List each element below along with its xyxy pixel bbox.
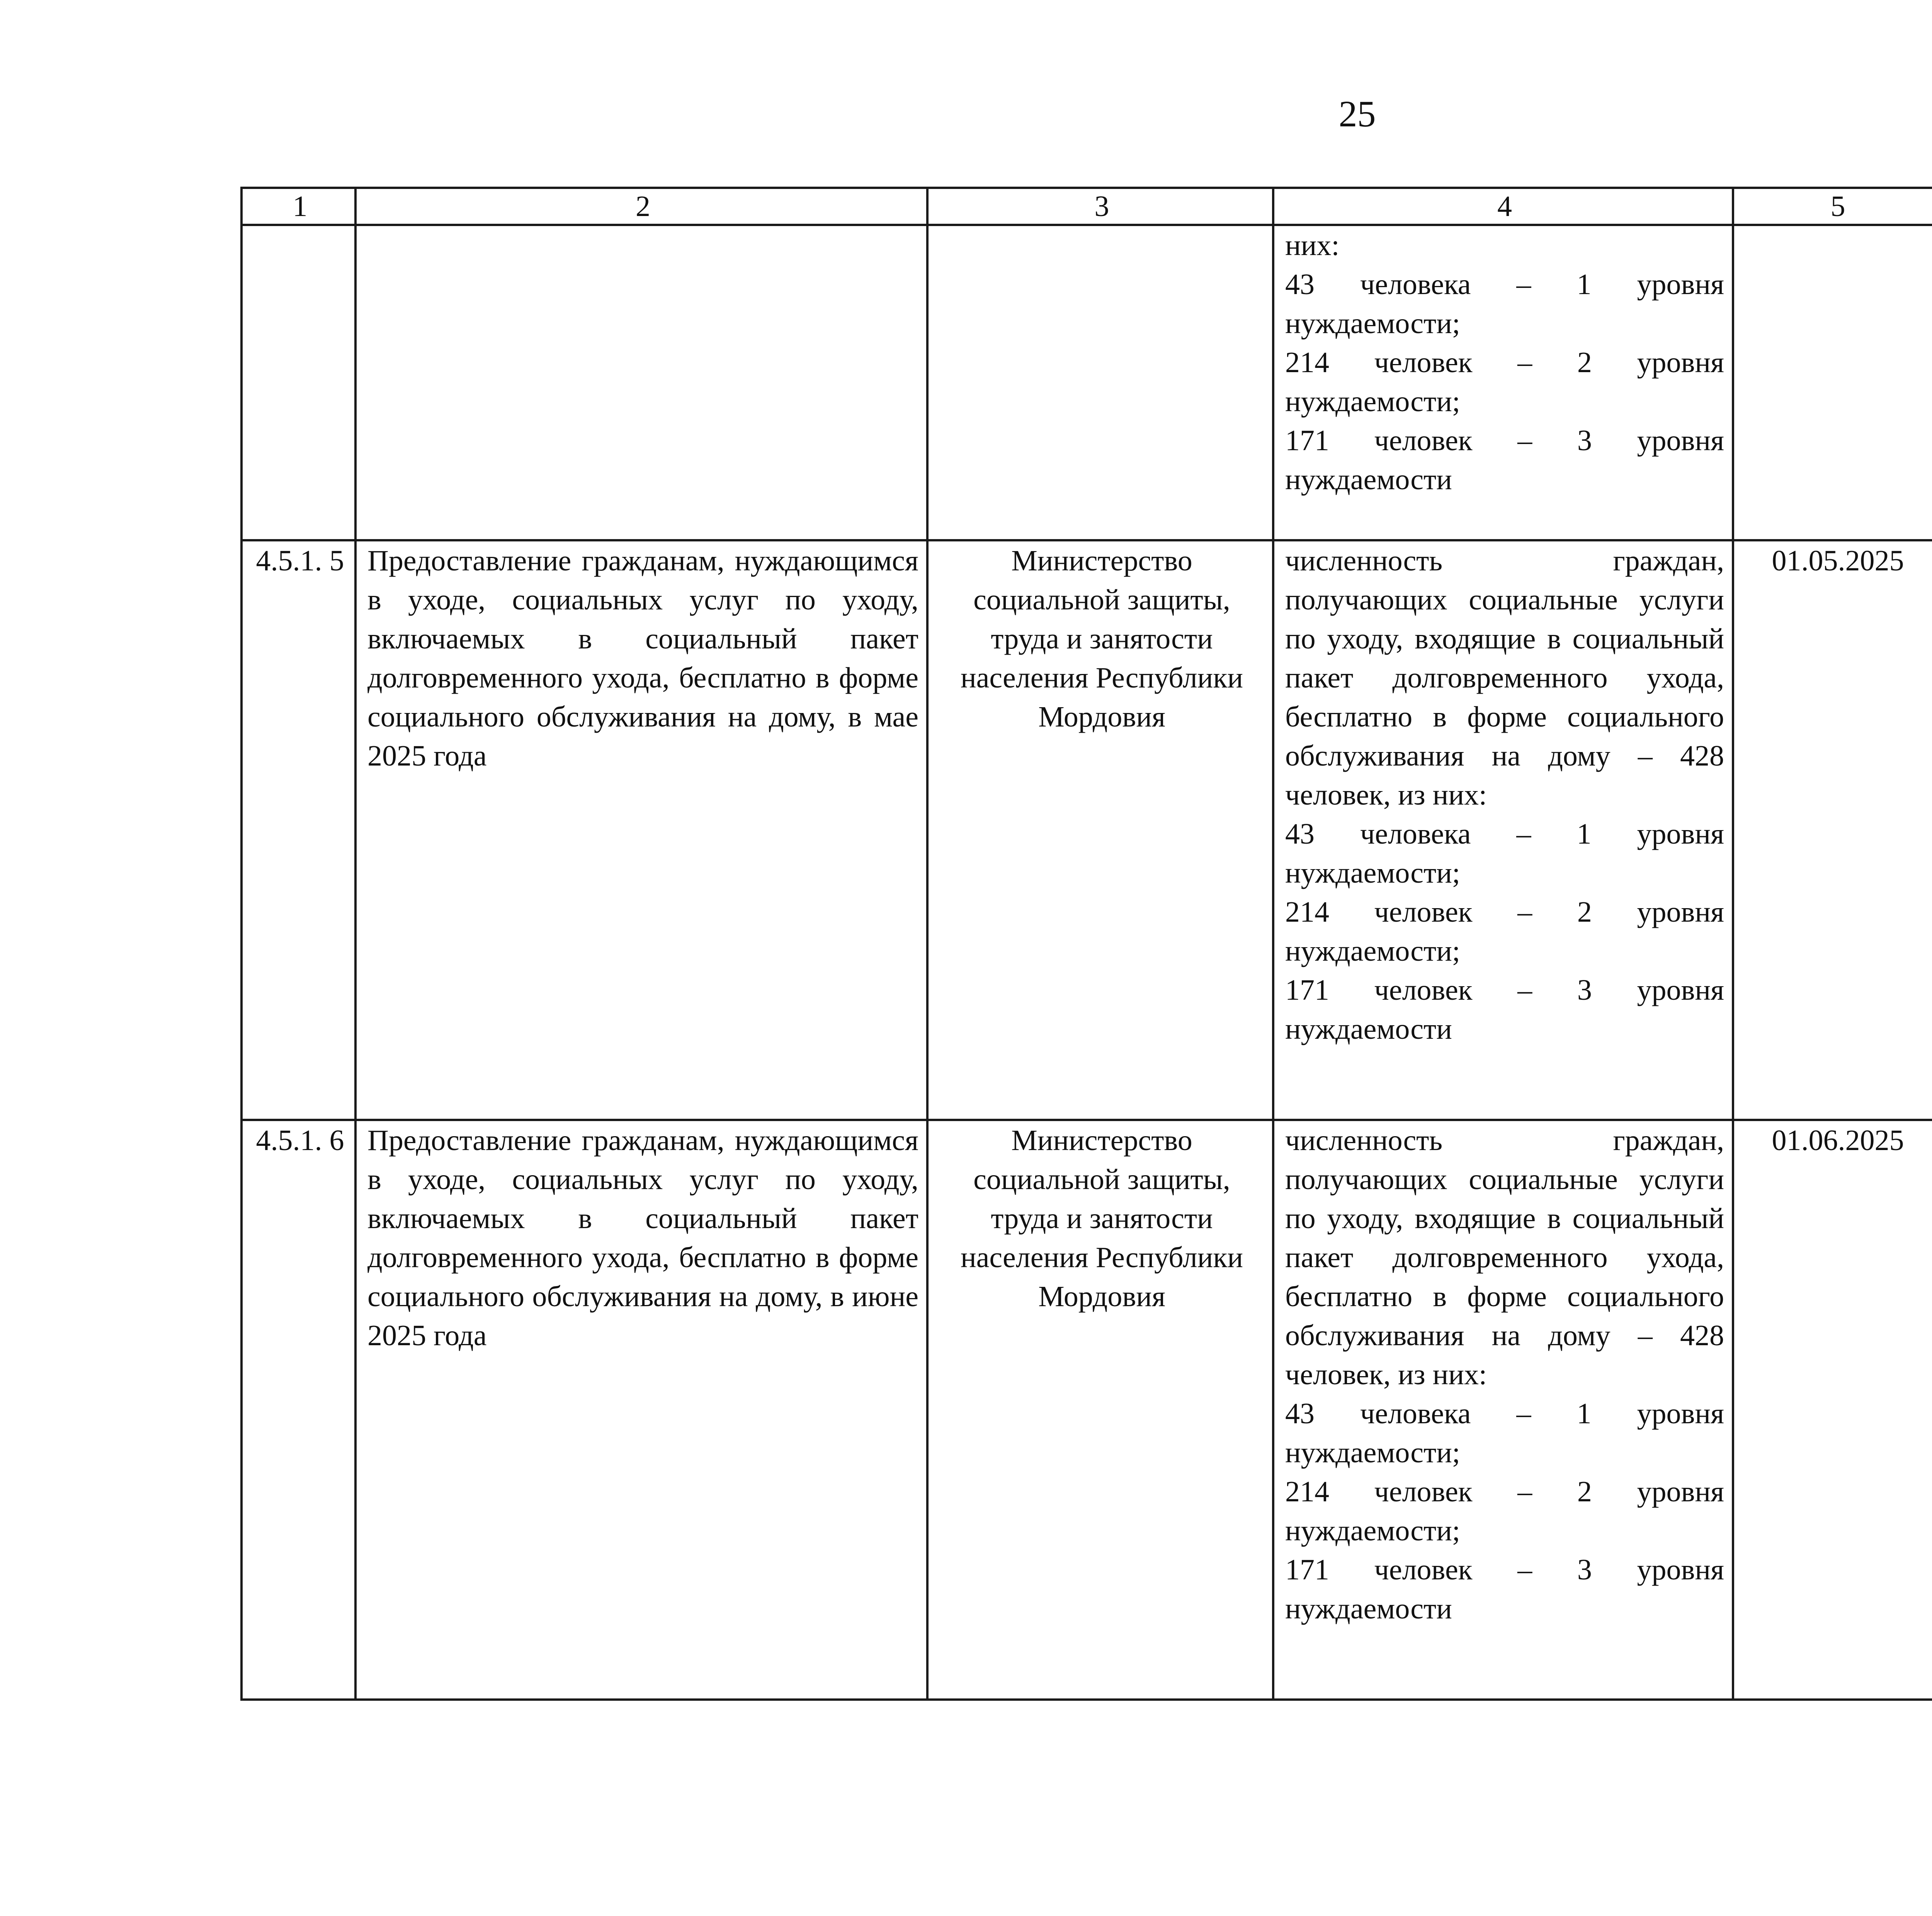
executor: Министерство социальной защиты, труда и занятости населения Республики Мордовия	[927, 540, 1273, 1120]
header-cell: 1	[242, 188, 355, 225]
header-row	[242, 188, 1932, 225]
table-row	[242, 540, 1932, 1120]
indicator-main: численность граждан, получающих социальные услуги по уходу, входящие в социальный пакет долговременного ухода, бесплатно в форме социального обслуживания на дому – 428 человек, из них:	[1285, 1124, 1724, 1391]
indicator-main: численность граждан, получающих социальные услуги по уходу, входящие в социальный пакет долговременного ухода, бесплатно в форме социального обслуживания на дому – 428 человек, из них:	[1285, 545, 1724, 811]
header-cell: 3	[927, 188, 1273, 225]
indicator-line: них:	[1285, 229, 1340, 262]
indicator-line: 171 человек – 3 уровня нуждаемости	[1285, 974, 1724, 1045]
indicator-cell	[1273, 540, 1733, 1120]
header-cell: 2	[355, 188, 927, 225]
indicator-line: 43 человека – 1 уровня нуждаемости;	[1285, 268, 1724, 340]
start-date: 01.05.2025	[1733, 540, 1932, 1120]
indicator-line: 171 человек – 3 уровня нуждаемости	[1285, 424, 1724, 496]
event-description: Предоставление гражданам, нуждающимся в уходе, социальных услуг по уходу, включаемых в социальный пакет долговременного ухода, бесплатно в форме социального обслуживания на дому, в июне 2025 года	[355, 1120, 927, 1700]
indicator-line: 43 человека – 1 уровня нуждаемости;	[1285, 1397, 1724, 1469]
event-description: Предоставление гражданам, нуждающимся в уходе, социальных услуг по уходу, включаемых в социальный пакет долговременного ухода, бесплатно в форме социального обслуживания на дому, в мае 2025 года	[355, 540, 927, 1120]
table-cell	[355, 225, 927, 540]
indicator-line: 214 человек – 2 уровня нуждаемости;	[1285, 346, 1724, 418]
indicator-line: 214 человек – 2 уровня нуждаемости;	[1285, 896, 1724, 967]
page-number: 25	[1338, 93, 1376, 134]
table-row	[242, 1120, 1932, 1700]
table-cell	[927, 225, 1273, 540]
start-date: 01.06.2025	[1733, 1120, 1932, 1700]
table-cell	[1733, 225, 1932, 540]
row-number: 4.5.1. 5	[242, 540, 355, 1120]
indicator-cell	[1273, 1120, 1733, 1700]
row-number: 4.5.1. 6	[242, 1120, 355, 1700]
plan-table	[240, 187, 1932, 1701]
executor: Министерство социальной защиты, труда и занятости населения Республики Мордовия	[927, 1120, 1273, 1700]
header-cell: 5	[1733, 188, 1932, 225]
indicator-line: 43 человека – 1 уровня нуждаемости;	[1285, 818, 1724, 889]
indicator-cell	[1273, 225, 1733, 540]
header-cell: 4	[1273, 188, 1733, 225]
table-cell	[242, 225, 355, 540]
indicator-line: 171 человек – 3 уровня нуждаемости	[1285, 1554, 1724, 1625]
continuation-row	[242, 225, 1932, 540]
indicator-line: 214 человек – 2 уровня нуждаемости;	[1285, 1475, 1724, 1547]
